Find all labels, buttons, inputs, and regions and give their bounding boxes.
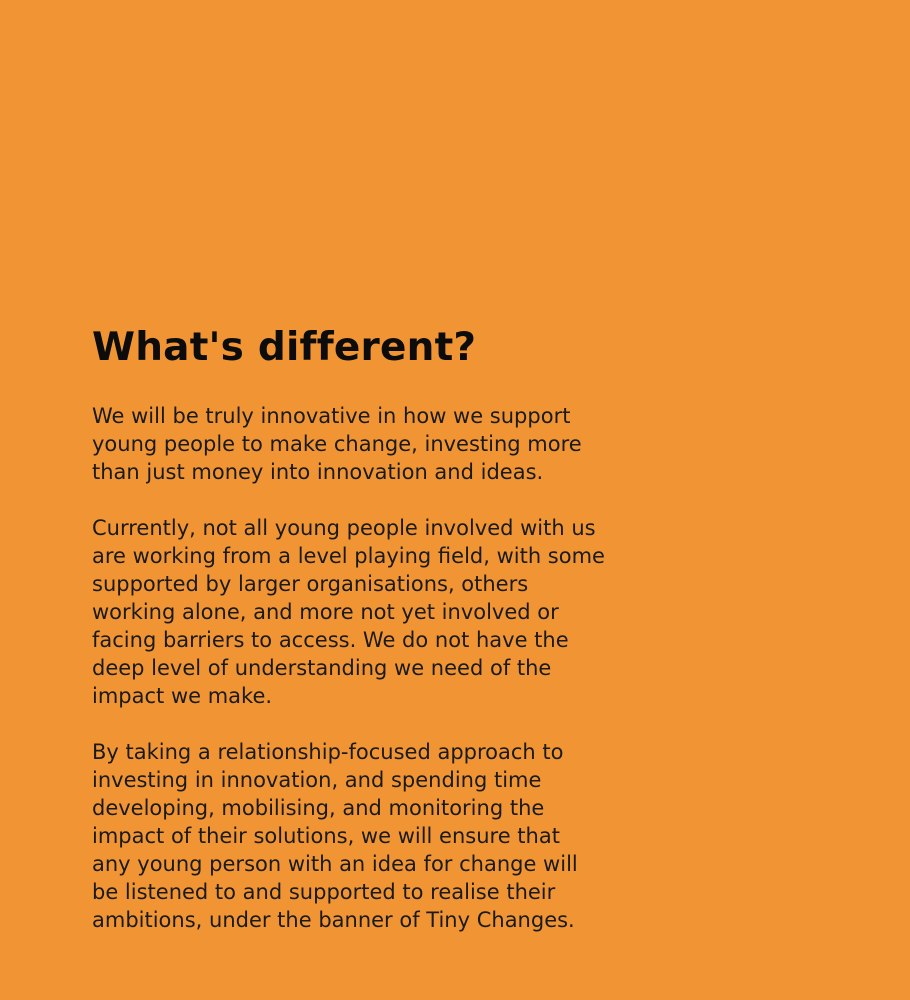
paragraph-1 bbox=[92, 402, 592, 486]
paragraph-1-line-3: than just money into innovation and ideas. bbox=[92, 460, 544, 484]
paragraph-3-line-6: be listened to and supported to realise their bbox=[92, 880, 556, 904]
paragraph-2-line-6: deep level of understanding we need of the bbox=[92, 656, 552, 680]
paragraph-3-line-4: impact of their solutions, we will ensure that bbox=[92, 824, 560, 848]
paragraph-2-line-1: Currently, not all young people involved with us bbox=[92, 516, 596, 540]
paragraph-3-line-3: developing, mobilising, and monitoring the bbox=[92, 796, 545, 820]
paragraph-1-line-2: young people to make change, investing more bbox=[92, 432, 582, 456]
paragraph-3-line-5: any young person with an idea for change will bbox=[92, 852, 578, 876]
paragraph-2-line-2: are working from a level playing field, with some bbox=[92, 544, 605, 568]
paragraph-3-line-2: investing in innovation, and spending time bbox=[92, 768, 542, 792]
paragraph-3-line-1: By taking a relationship-focused approach to bbox=[92, 740, 564, 764]
paragraph-3-line-7: ambitions, under the banner of Tiny Changes. bbox=[92, 908, 575, 932]
paragraph-3 bbox=[92, 738, 592, 934]
content-block bbox=[92, 323, 605, 934]
paragraph-1-line-1: We will be truly innovative in how we support bbox=[92, 404, 571, 428]
paragraph-2-line-5: facing barriers to access. We do not have the bbox=[92, 628, 569, 652]
paragraph-2-line-4: working alone, and more not yet involved or bbox=[92, 600, 559, 624]
page-title: What's different? bbox=[92, 325, 477, 370]
paragraph-2 bbox=[92, 514, 605, 710]
paragraph-2-line-3: supported by larger organisations, others bbox=[92, 572, 529, 596]
paragraph-2-line-7: impact we make. bbox=[92, 684, 273, 708]
